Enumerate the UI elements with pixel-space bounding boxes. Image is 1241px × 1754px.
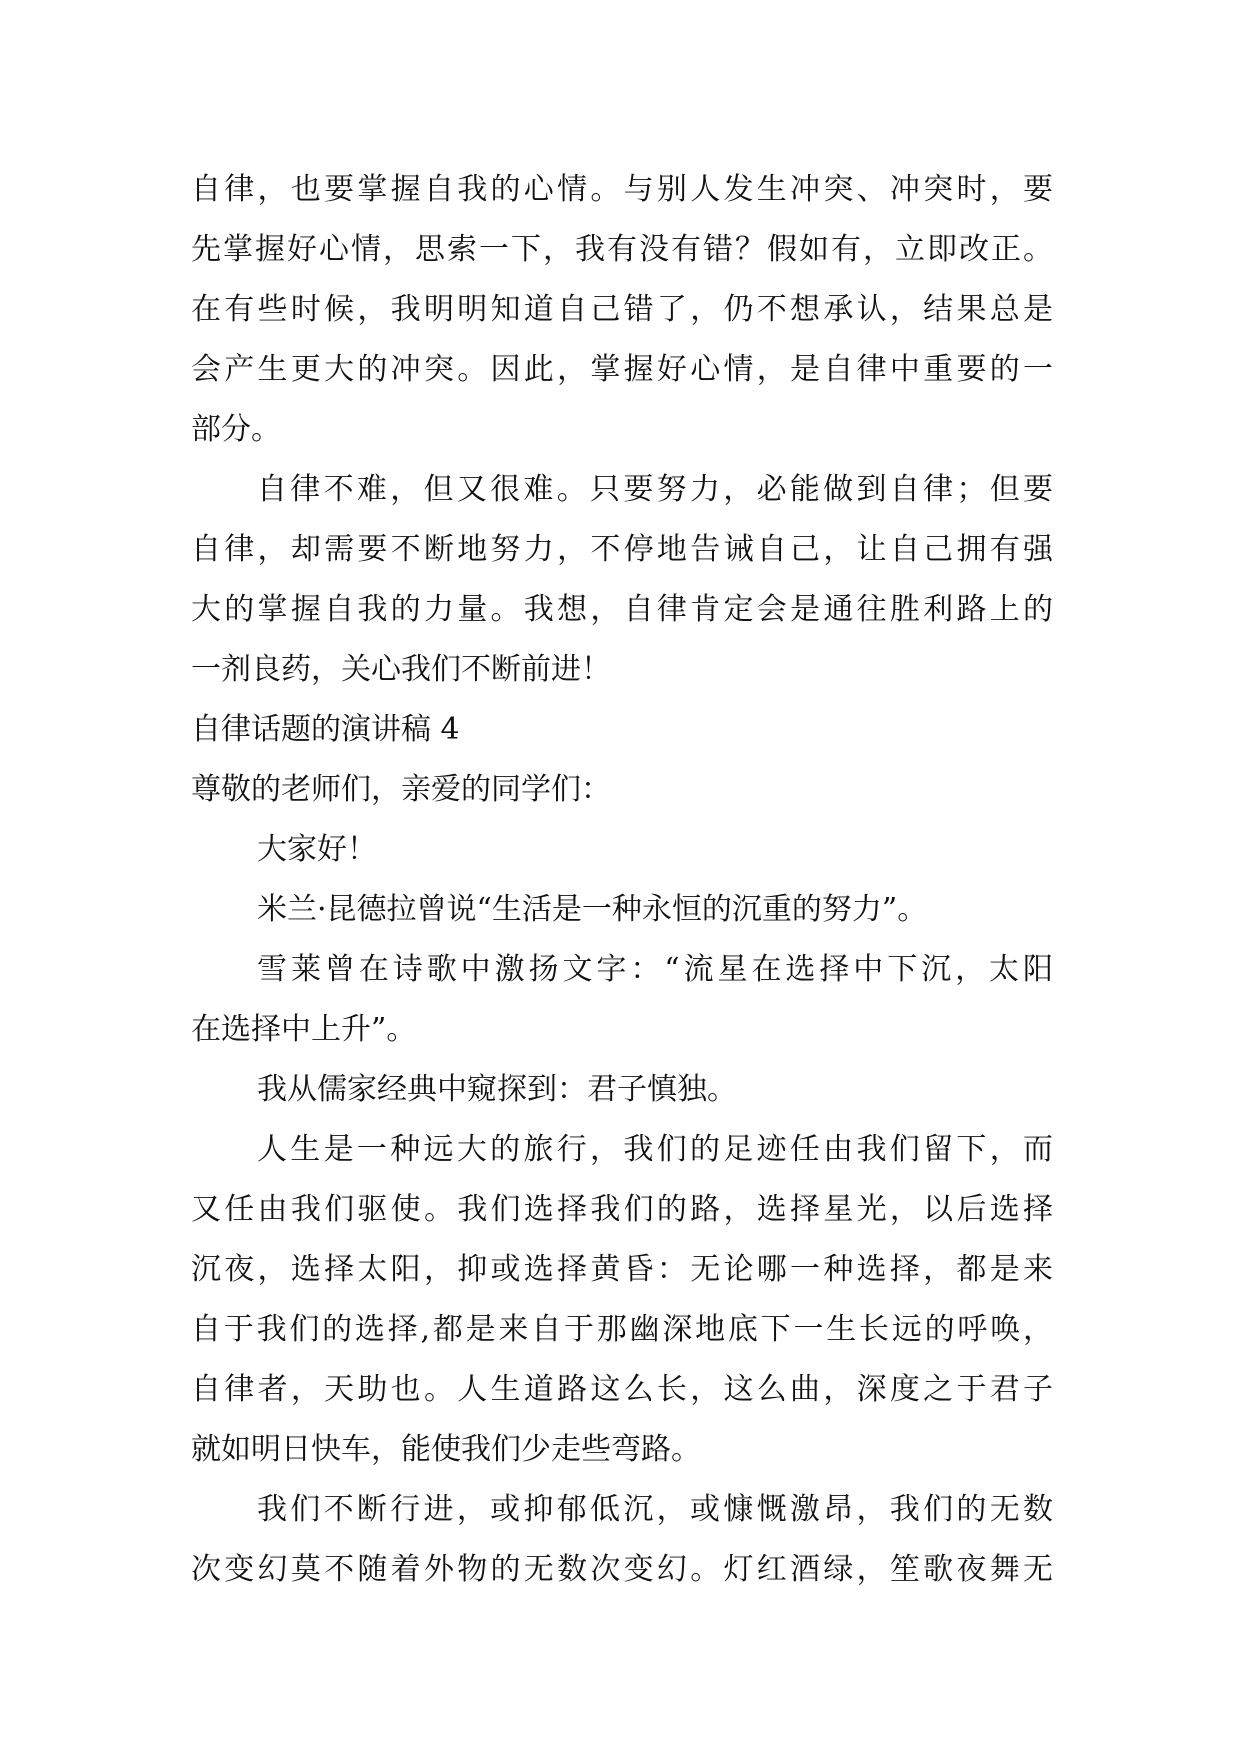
document-page <box>191 160 1053 1600</box>
text-line: 自律，却需要不断地努力，不停地告诫自己，让自己拥有强 <box>191 532 1053 567</box>
text-line: 我们不断行进，或抑郁低沉，或慷慨激昂，我们的无数 <box>257 1492 1053 1527</box>
text-line: 部分。 <box>191 412 281 447</box>
text-line: 自于我们的选择,都是来自于那幽深地底下一生长远的呼唤， <box>191 1312 1053 1347</box>
text-line: 次变幻莫不随着外物的无数次变幻。灯红酒绿，笙歌夜舞无 <box>191 1552 1053 1587</box>
salutation: 尊敬的老师们，亲爱的同学们： <box>191 772 611 807</box>
text-line: 一剂良药，关心我们不断前进！ <box>191 652 611 687</box>
text-line: 雪莱曾在诗歌中激扬文字：“流星在选择中下沉，太阳 <box>257 952 1053 987</box>
text-line: 会产生更大的冲突。因此，掌握好心情，是自律中重要的一 <box>191 352 1053 387</box>
text-line: 在有些时候，我明明知道自己错了，仍不想承认，结果总是 <box>191 292 1053 327</box>
text-line: 自律，也要掌握自我的心情。与别人发生冲突、冲突时，要 <box>191 172 1053 207</box>
text-line: 人生是一种远大的旅行，我们的足迹任由我们留下，而 <box>257 1132 1053 1167</box>
greeting: 大家好！ <box>257 832 377 867</box>
text-line: 先掌握好心情，思索一下，我有没有错？假如有，立即改正。 <box>191 232 1053 267</box>
text-line: 大的掌握自我的力量。我想，自律肯定会是通往胜利路上的 <box>191 592 1053 627</box>
text-line: 在选择中上升”。 <box>191 1012 417 1047</box>
text-line: 就如明日快车，能使我们少走些弯路。 <box>191 1432 701 1467</box>
text-line: 自律不难，但又很难。只要努力，必能做到自律；但要 <box>257 472 1053 507</box>
text-line: 我从儒家经典中窥探到：君子慎独。 <box>257 1072 737 1107</box>
text-line: 沉夜，选择太阳，抑或选择黄昏：无论哪一种选择，都是来 <box>191 1252 1053 1287</box>
text-line: 又任由我们驱使。我们选择我们的路，选择星光，以后选择 <box>191 1192 1053 1227</box>
text-line: 自律者，天助也。人生道路这么长，这么曲，深度之于君子 <box>191 1372 1053 1407</box>
text-line: 米兰·昆德拉曾说“生活是一种永恒的沉重的努力”。 <box>257 892 928 927</box>
section-title: 自律话题的演讲稿 4 <box>191 712 460 747</box>
